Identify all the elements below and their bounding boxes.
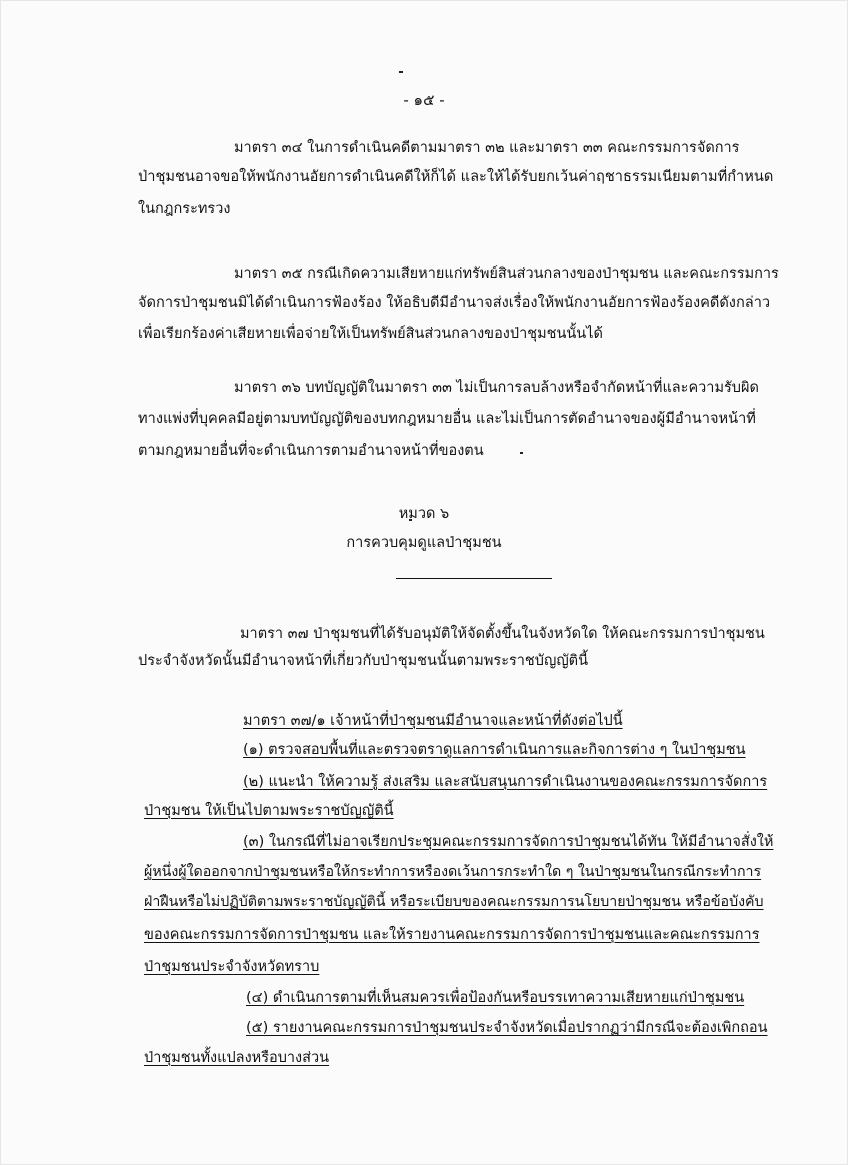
section-37-line-2: ประจำจังหวัดนั้นมีอำนาจหน้าที่เกี่ยวกับป่าชุมชนนั้นตามพระราชบัญญัตินี้ [138,653,589,669]
chapter-title: การควบคุมดูแลป่าชุมชน [346,535,502,551]
section-37-1-item: ฝ่าฝืนหรือไม่ปฏิบัติตามพระราชบัญญัตินี้ หรือระเบียบของคณะกรรมการนโยบายป่าชุมชน หรือข้อบังคับ [144,894,764,910]
section-37-1-item: ผู้หนึ่งผู้ใดออกจากป่าชุมชนหรือให้กระทำการหรืองดเว้นการกระทำใด ๆ ในป่าชุมชนในกรณีกระทำการ [144,864,762,880]
section-34-line-3: ในกฎกระทรวง [138,201,231,217]
section-37-1-heading: มาตรา ๓๗/๑ เจ้าหน้าที่ป่าชุมชนมีอำนาจและหน้าที่ดังต่อไปนี้ [243,713,623,729]
section-35-line-3: เพื่อเรียกร้องค่าเสียหายเพื่อจ่ายให้เป็นทรัพย์สินส่วนกลางของป่าชุมชนนั้นได้ [138,326,603,342]
section-34-line-1: มาตรา ๓๔ ในการดำเนินคดีตามมาตรา ๓๒ และมาตรา ๓๓ คณะกรรมการจัดการ [234,140,740,156]
page-number: - ๑๕ - [403,91,445,109]
section-36-line-3: ตามกฎหมายอื่นที่จะดำเนินการตามอำนาจหน้าที่ของตน [138,443,484,459]
section-37-1-item: ป่าชุมชนประจำจังหวัดทราบ [144,959,320,975]
section-37-1-item: (๓) ในกรณีที่ไม่อาจเรียกประชุมคณะกรรมการจัดการป่าชุมชนได้ทัน ให้มีอำนาจสั่งให้ [243,834,774,850]
section-34-line-2: ป่าชุมชนอาจขอให้พนักงานอัยการดำเนินคดีให้ก็ได้ และให้ได้รับยกเว้นค่าฤชาธรรมเนียมตามที่กำหนด [138,168,774,185]
section-37-line-1: มาตรา ๓๗ ป่าชุมชนที่ได้รับอนุมัติให้จัดตั้งขึ้นในจังหวัดใด ให้คณะกรรมการป่าชุมชน [240,626,765,642]
section-37-1-item: (๑) ตรวจสอบพื้นที่และตรวจตราดูแลการดำเนินการและกิจการต่าง ๆ ในป่าชุมชน [243,742,746,758]
section-35-line-2: จัดการป่าชุมชนมิได้ดำเนินการฟ้องร้อง ให้อธิบดีมีอำนาจส่งเรื่องให้พนักงานอัยการฟ้องร้องคดีดังกล่าว [138,294,771,311]
chapter-number: หมวด ๖ [398,506,450,522]
section-37-1-item: (๕) รายงานคณะกรรมการป่าชุมชนประจำจังหวัดเมื่อปรากฏว่ามีกรณีจะต้องเพิกถอน [246,1020,768,1036]
section-37-1-item: (๔) ดำเนินการตามที่เห็นสมควรเพื่อป้องกันหรือบรรเทาความเสียหายแก่ป่าชุมชน [246,990,745,1006]
section-37-1-item: ป่าชุมชนทั้งแปลงหรือบางส่วน [144,1050,330,1066]
section-35-line-1: มาตรา ๓๕ กรณีเกิดความเสียหายแก่ทรัพย์สินส่วนกลางของป่าชุมชน และคณะกรรมการ [234,266,779,282]
scan-speck [399,71,403,73]
section-37-1-item: ของคณะกรรมการจัดการป่าชุมชน และให้รายงานคณะกรรมการจัดการป่าชุมชนและคณะกรรมการ [144,927,760,943]
section-36-line-1: มาตรา ๓๖ บทบัญญัติในมาตรา ๓๓ ไม่เป็นการลบล้างหรือจำกัดหน้าที่และความรับผิด [234,380,759,396]
section-37-1-item: ป่าชุมชน ให้เป็นไปตามพระราชบัญญัตินี้ [144,803,394,819]
section-36-line-2: ทางแพ่งที่บุคคลมีอยู่ตามบทบัญญัติของบทกฎหมายอื่น และไม่เป็นการตัดอำนาจของผู้มีอำนาจหน้าที่ [138,410,756,427]
section-37-1-item: (๒) แนะนำ ให้ความรู้ ส่งเสริม และสนับสนุนการดำเนินงานของคณะกรรมการจัดการ [243,774,768,790]
scan-speck [520,452,523,454]
chapter-divider [396,578,552,579]
